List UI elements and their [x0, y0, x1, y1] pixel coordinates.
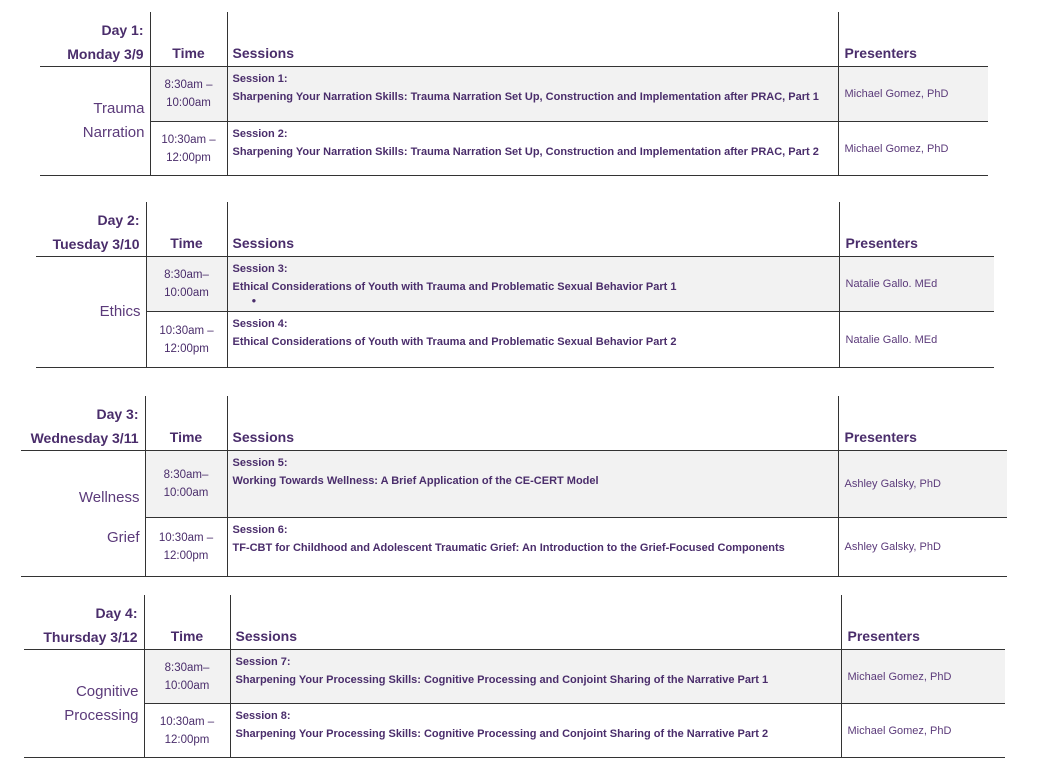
time-start: 10:30am – [161, 133, 216, 146]
session-title: Sharpening Your Processing Skills: Cognitive Processing and Conjoint Sharing of the Narrative Part 1 [235, 674, 769, 686]
time-end: 12:00pm [164, 733, 210, 746]
time-start: 8:30am – [164, 79, 213, 91]
time-start: 8:30am– [163, 469, 209, 481]
time-cell [146, 257, 227, 312]
time-header: Time [150, 12, 227, 67]
topic-cell [40, 67, 150, 176]
topic-line: Cognitive [75, 682, 139, 700]
time-header: Time [146, 202, 227, 257]
session-number: Session 6: [232, 524, 288, 536]
session-title: Ethical Considerations of Youth with Trauma and Problematic Sexual Behavior Part 1 [232, 281, 677, 293]
time-end: 10:00am [164, 679, 210, 692]
time-header: Time [145, 396, 227, 451]
presenter: Natalie Gallo. MEd [839, 312, 994, 368]
time-cell [145, 518, 227, 577]
presenter: Ashley Galsky, PhD [838, 518, 1007, 577]
session-title: Working Towards Wellness: A Brief Application of the CE-CERT Model [232, 475, 599, 487]
bullet-icon: ● [251, 296, 257, 305]
sessions-header: Sessions [227, 12, 838, 67]
day-1-schedule [40, 12, 988, 176]
session-title: Ethical Considerations of Youth with Trauma and Problematic Sexual Behavior Part 2 [232, 336, 677, 348]
day-1-table [40, 12, 988, 176]
day-2-schedule [36, 202, 994, 368]
time-end: 12:00pm [164, 342, 209, 355]
presenter: Natalie Gallo. MEd [839, 257, 994, 312]
time-cell [150, 122, 227, 176]
presenters-header: Presenters [844, 45, 917, 61]
topic-cell [36, 257, 146, 368]
time-end: 10:00am [164, 287, 209, 299]
day-heading [24, 595, 144, 650]
sessions-header: Sessions [230, 595, 841, 650]
topic-line: Grief [106, 528, 140, 546]
session-cell [227, 67, 838, 122]
session-cell [227, 451, 838, 518]
topic-line: Wellness [78, 488, 140, 506]
day-4-schedule [24, 595, 1005, 758]
topic-line: Processing [64, 706, 139, 724]
topic-line: Ethics [99, 303, 141, 320]
session-cell [227, 257, 839, 312]
presenters-header: Presenters [847, 628, 920, 644]
day-2-table [36, 202, 994, 368]
session-cell [230, 704, 841, 758]
time-cell [144, 650, 230, 704]
day-label: Day 4: [95, 605, 138, 621]
day-heading [21, 396, 145, 451]
time-cell [145, 451, 227, 518]
session-title: Sharpening Your Narration Skills: Trauma Narration Set Up, Construction and Implementation after PRAC, Part 2 [232, 146, 819, 158]
session-title: Sharpening Your Narration Skills: Trauma Narration Set Up, Construction and Implementation after PRAC, Part 1 [232, 91, 819, 103]
time-cell [144, 704, 230, 758]
day-heading [36, 202, 146, 257]
time-cell [146, 312, 227, 368]
session-number: Session 1: [232, 73, 288, 85]
session-title: TF-CBT for Childhood and Adolescent Traumatic Grief: An Introduction to the Grief-Focused Components [232, 542, 785, 554]
day-date: Tuesday 3/10 [52, 236, 140, 252]
day-4-table [24, 595, 1005, 758]
session-number: Session 2: [232, 128, 288, 140]
time-end: 12:00pm [166, 151, 211, 164]
time-end: 10:00am [166, 97, 211, 109]
day-date: Monday 3/9 [67, 46, 144, 62]
time-end: 10:00am [163, 487, 209, 499]
presenters-header: Presenters [844, 429, 917, 445]
session-cell [227, 122, 838, 176]
day-3-table [21, 396, 1007, 577]
session-number: Session 3: [232, 263, 288, 275]
day-3-schedule [21, 396, 1007, 577]
day-date: Wednesday 3/11 [30, 430, 139, 446]
session-cell [227, 518, 838, 577]
time-start: 8:30am– [164, 269, 209, 281]
time-cell [150, 67, 227, 122]
time-end: 12:00pm [163, 550, 209, 562]
sessions-header: Sessions [227, 396, 838, 451]
session-number: Session 8: [235, 710, 291, 722]
session-cell [227, 312, 839, 368]
session-title: Sharpening Your Processing Skills: Cognitive Processing and Conjoint Sharing of the Narrative Part 2 [235, 728, 769, 740]
presenter: Michael Gomez, PhD [838, 67, 988, 122]
session-cell [230, 650, 841, 704]
sessions-header: Sessions [227, 202, 839, 257]
presenter: Ashley Galsky, PhD [838, 451, 1007, 518]
day-label: Day 3: [96, 406, 139, 422]
time-start: 10:30am – [159, 324, 214, 337]
time-start: 10:30am – [158, 532, 214, 544]
presenters-header: Presenters [845, 235, 918, 251]
presenter: Michael Gomez, PhD [838, 122, 988, 176]
topic-cell [21, 518, 145, 577]
session-number: Session 7: [235, 656, 291, 668]
time-start: 10:30am – [159, 715, 215, 728]
day-heading [40, 12, 150, 67]
day-label: Day 1: [101, 22, 144, 38]
topic-line: Narration [82, 124, 145, 141]
time-start: 8:30am– [164, 661, 210, 674]
session-number: Session 4: [232, 318, 288, 330]
topic-cell [21, 451, 145, 518]
time-header: Time [144, 595, 230, 650]
session-number: Session 5: [232, 457, 288, 469]
presenter: Michael Gomez, PhD [841, 704, 1005, 758]
day-label: Day 2: [97, 212, 140, 228]
topic-cell [24, 650, 144, 758]
topic-line: Trauma [93, 100, 145, 117]
presenter: Michael Gomez, PhD [841, 650, 1005, 704]
day-date: Thursday 3/12 [43, 629, 138, 645]
